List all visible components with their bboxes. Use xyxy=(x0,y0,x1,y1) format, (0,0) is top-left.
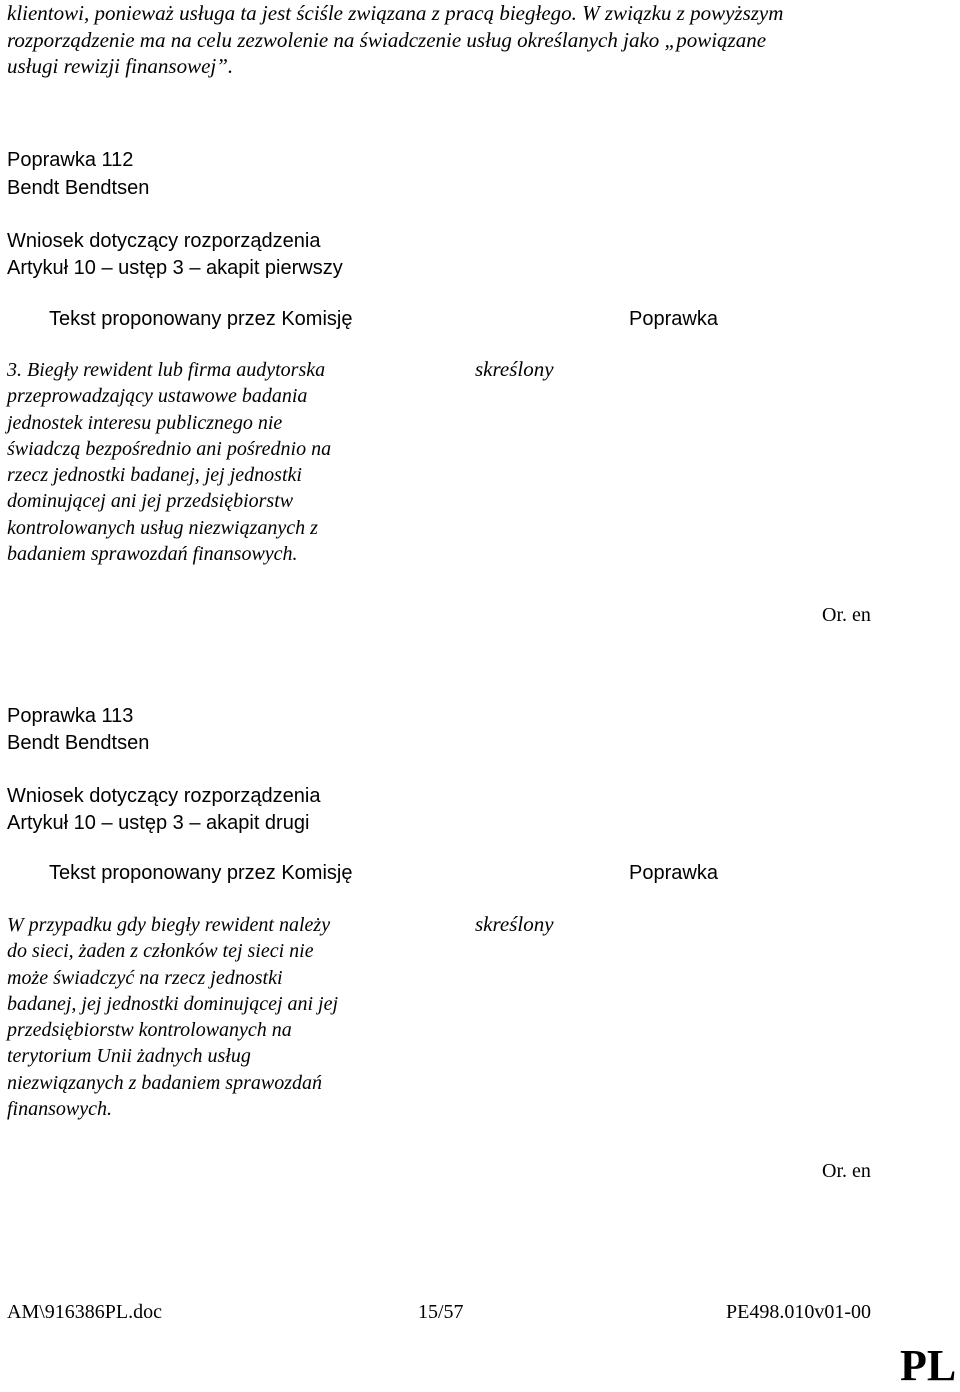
commission-text-line: rzecz jednostki badanej, jej jednostki xyxy=(7,464,302,487)
commission-text-line: jednostek interesu publicznego nie xyxy=(7,411,283,434)
language-code: PL xyxy=(900,1341,957,1390)
intro-paragraph xyxy=(7,0,783,80)
amendment-number: Poprawka 113 xyxy=(7,705,134,727)
amendment-header: Poprawka xyxy=(629,862,718,884)
commission-text-line: kontrolowanych usług niezwiązanych z xyxy=(7,516,318,539)
commission-text-line: do sieci, żaden z członków tej sieci nie xyxy=(7,940,314,963)
article-reference: Artykuł 10 – ustęp 3 – akapit pierwszy xyxy=(7,257,343,279)
commission-text-line: niezwiązanych z badaniem sprawozdań xyxy=(7,1071,322,1094)
proposal-title: Wniosek dotyczący rozporządzenia xyxy=(7,785,321,807)
original-language: Or. en xyxy=(822,604,871,626)
commission-text-line: badanej, jej jednostki dominującej ani jej xyxy=(7,992,339,1015)
commission-text-line: finansowych. xyxy=(7,1098,112,1121)
amendment-text: skreślony xyxy=(475,357,554,381)
commission-text-header: Tekst proponowany przez Komisję xyxy=(49,862,353,884)
amendment-number: Poprawka 112 xyxy=(7,149,134,171)
proposal-title: Wniosek dotyczący rozporządzenia xyxy=(7,230,321,252)
intro-line: rozporządzenie ma na celu zezwolenie na świadczenie usług określanych jako „powiązane xyxy=(7,27,767,52)
commission-text-line: przeprowadzający ustawowe badania xyxy=(7,385,308,408)
intro-line: klientowi, ponieważ usługa ta jest ściśle związana z pracą biegłego. W związku z powyższym xyxy=(7,1,784,25)
original-language: Or. en xyxy=(822,1160,871,1182)
amendment-author: Bendt Bendtsen xyxy=(7,732,150,754)
intro-line: usługi rewizji finansowej”. xyxy=(7,54,234,78)
commission-text-line: 3. Biegły rewident lub firma audytorska xyxy=(7,359,326,381)
article-reference: Artykuł 10 – ustęp 3 – akapit drugi xyxy=(7,812,310,834)
amendment-author: Bendt Bendtsen xyxy=(7,177,150,199)
commission-text-line: świadczą bezpośrednio ani pośrednio na xyxy=(7,437,332,460)
commission-text-line: badaniem sprawozdań finansowych. xyxy=(7,543,298,566)
commission-text xyxy=(7,357,331,567)
commission-text-line: terytorium Unii żadnych usług xyxy=(7,1045,251,1068)
document-reference: AM\916386PL.doc xyxy=(7,1301,162,1323)
commission-text-line: może świadczyć na rzecz jednostki xyxy=(7,966,283,989)
commission-text-line: przedsiębiorstw kontrolowanych na xyxy=(7,1019,292,1042)
amendment-text: skreślony xyxy=(475,912,554,936)
commission-text-line: dominującej ani jej przedsiębiorstw xyxy=(7,490,294,513)
pe-reference: PE498.010v01-00 xyxy=(726,1301,871,1323)
amendment-header: Poprawka xyxy=(629,308,718,330)
commission-text-line: W przypadku gdy biegły rewident należy xyxy=(7,914,331,936)
commission-text xyxy=(7,912,338,1122)
commission-text-header: Tekst proponowany przez Komisję xyxy=(49,308,353,330)
page-number: 15/57 xyxy=(418,1301,464,1323)
